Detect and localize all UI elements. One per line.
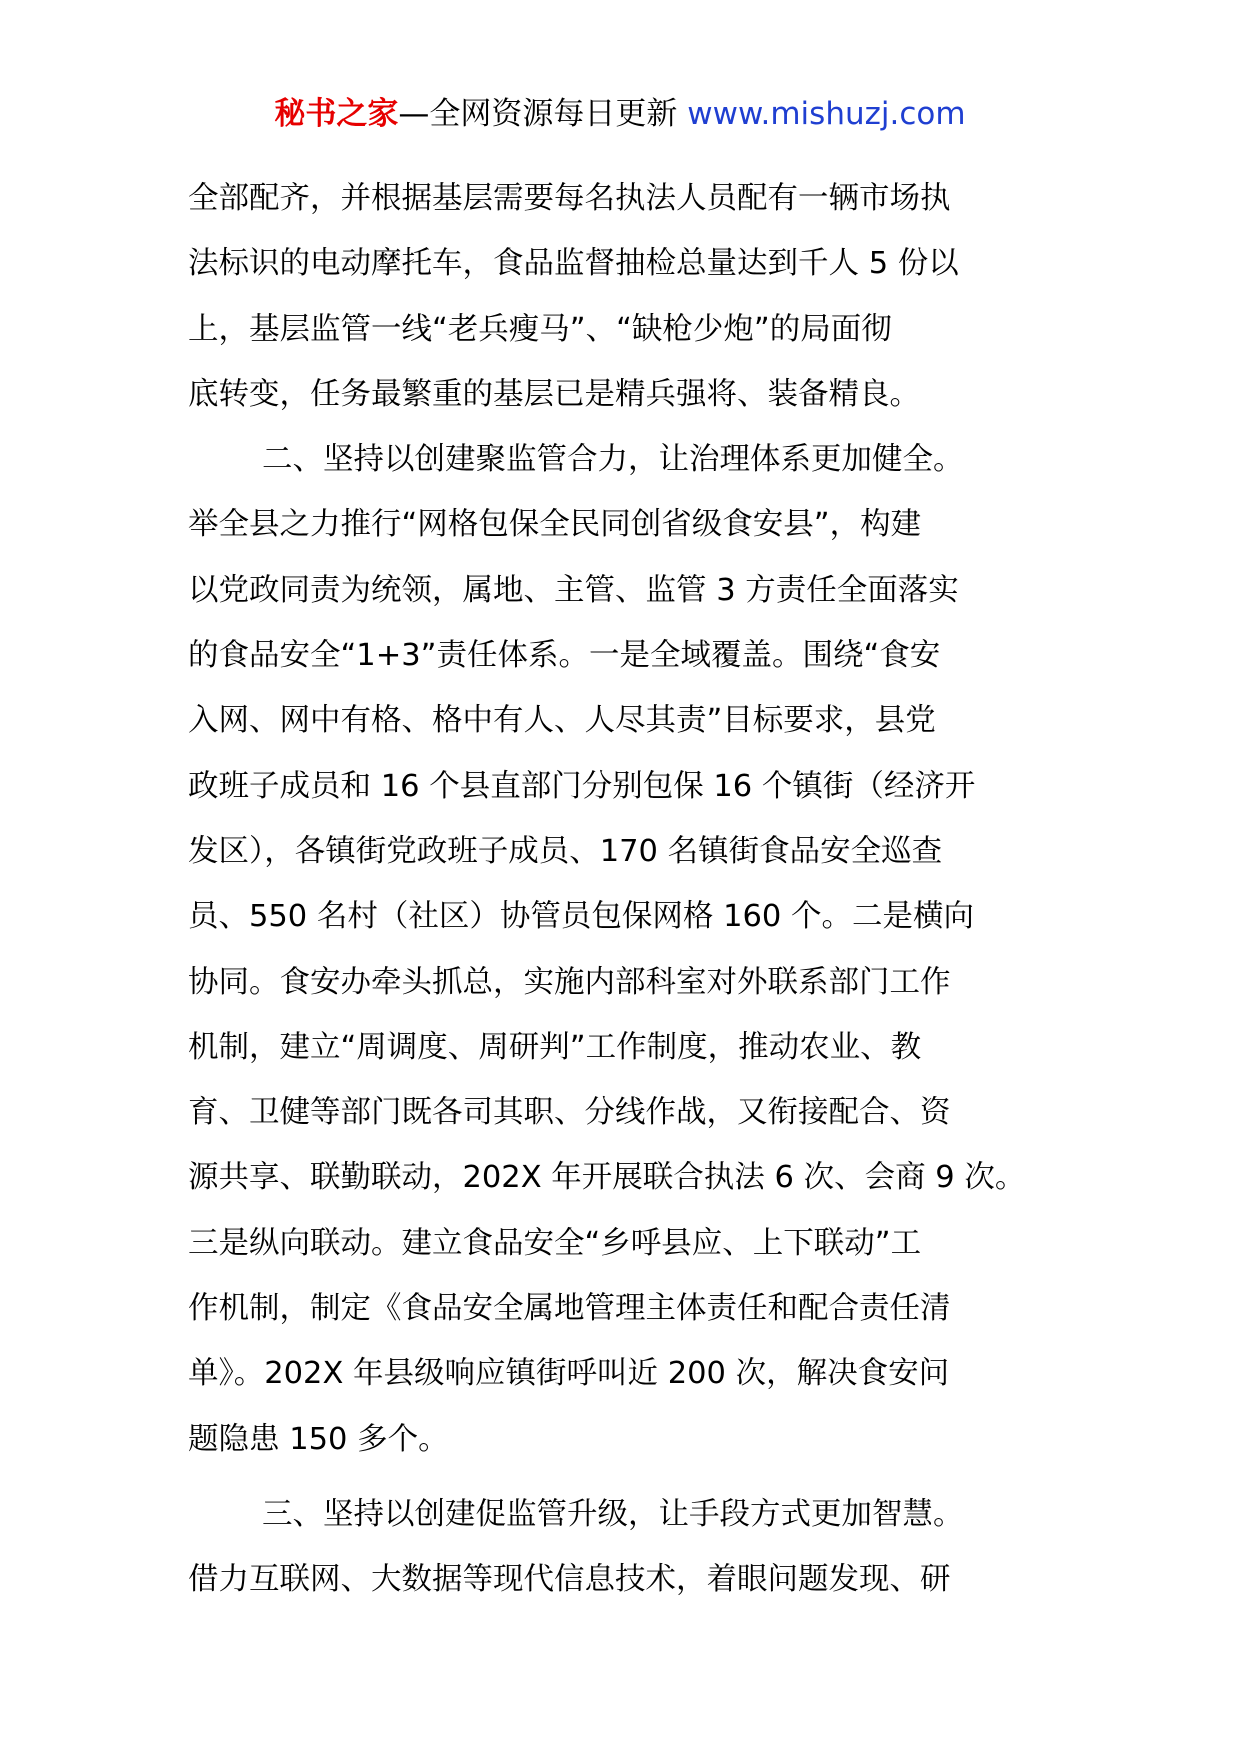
text-line: 举全县之力推行“网格包保全民同创省级食安县”，构建 xyxy=(188,507,922,543)
text-line: 法标识的电动摩托车，食品监督抽检总量达到千人 5 份以 xyxy=(188,246,959,282)
text-line: 题隐患 150 多个。 xyxy=(188,1421,449,1457)
text-line: 的食品安全“1+3”责任体系。一是全域覆盖。围绕“食安 xyxy=(188,638,941,674)
brand-name: 秘书之家 xyxy=(274,96,399,132)
website-link[interactable]: www.mishuzj.com xyxy=(687,96,966,132)
text-line: 三是纵向联动。建立食品安全“乡呼县应、上下联动”工 xyxy=(188,1225,922,1261)
text-line: 政班子成员和 16 个县直部门分别包保 16 个镇街（经济开 xyxy=(188,768,976,804)
document-body xyxy=(188,166,1068,1613)
text-line: 育、卫健等部门既各司其职、分线作战，又衔接配合、资 xyxy=(188,1095,951,1131)
text-line: 借力互联网、大数据等现代信息技术，着眼问题发现、研 xyxy=(188,1562,951,1598)
text-line: 发区），各镇街党政班子成员、170 名镇街食品安全巡查 xyxy=(188,833,943,869)
text-line: 机制，建立“周调度、周研判”工作制度，推动农业、教 xyxy=(188,1029,922,1065)
text-line: 全部配齐，并根据基层需要每名执法人员配有一辆市场执 xyxy=(188,181,951,216)
section-heading: 二、坚持以创建聚监管合力，让治理体系更加健全。 xyxy=(262,442,964,478)
text-line: 上，基层监管一线“老兵瘦马”、“缺枪少炮”的局面彻 xyxy=(188,311,892,347)
text-line: 底转变，任务最繁重的基层已是精兵强将、装备精良。 xyxy=(188,376,920,412)
page-header xyxy=(0,94,1240,134)
text-line: 入网、网中有格、格中有人、人尽其责”目标要求，县党 xyxy=(188,703,936,739)
text-line: 源共享、联勤联动，202X 年开展联合执法 6 次、会商 9 次。 xyxy=(188,1160,1026,1196)
text-line: 员、550 名村（社区）协管员包保网格 160 个。二是横向 xyxy=(188,899,975,935)
header-tagline: —全网资源每日更新 xyxy=(398,96,678,132)
text-line: 协同。食安办牵头抓总，实施内部科室对外联系部门工作 xyxy=(188,964,951,1000)
text-line: 单》。202X 年县级响应镇街呼叫近 200 次，解决食安问 xyxy=(188,1356,950,1392)
text-line: 作机制，制定《食品安全属地管理主体责任和配合责任清 xyxy=(188,1291,951,1327)
text-line: 以党政同责为统领，属地、主管、监管 3 方责任全面落实 xyxy=(188,572,959,608)
section-heading: 三、坚持以创建促监管升级，让手段方式更加智慧。 xyxy=(262,1496,964,1532)
